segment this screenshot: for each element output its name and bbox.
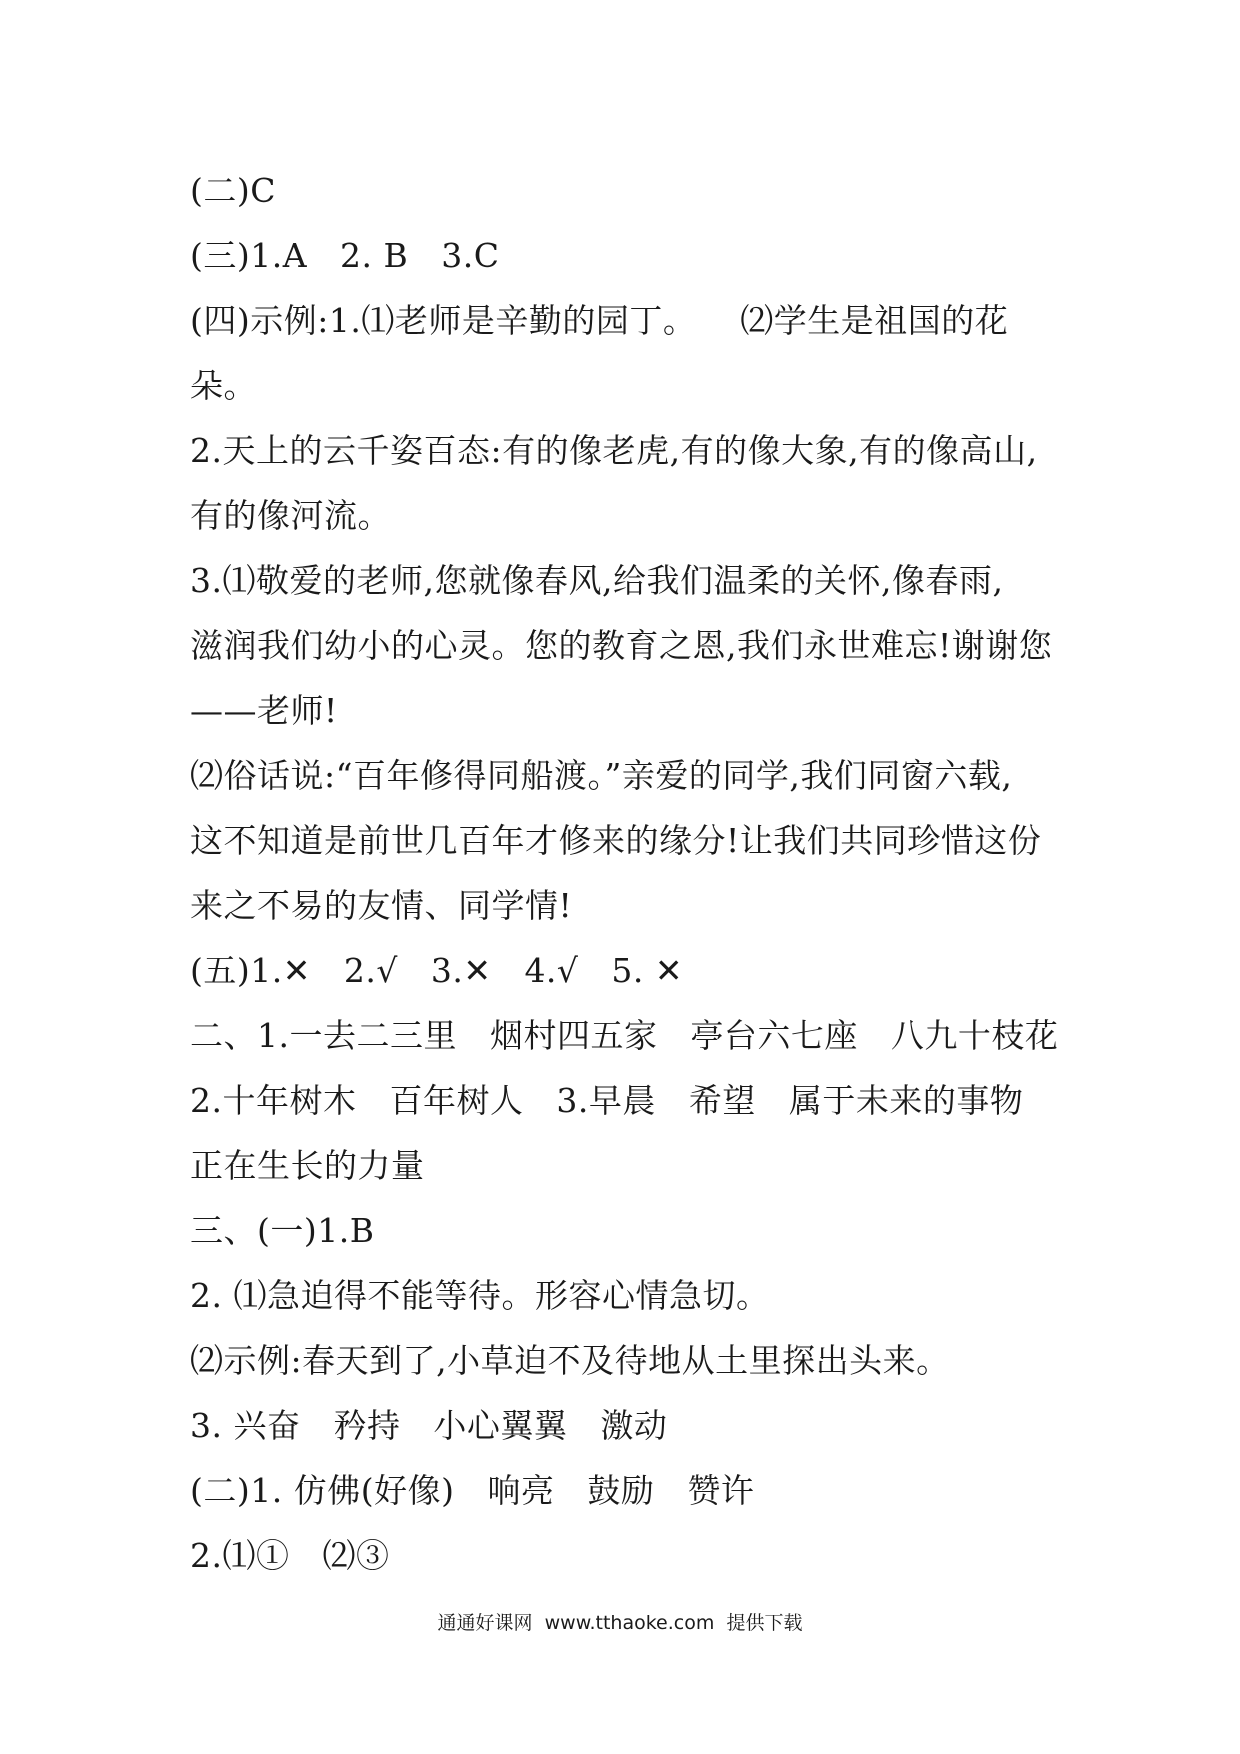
text-line: 2.天上的云千姿百态:有的像老虎,有的像大象,有的像高山, bbox=[190, 431, 1038, 470]
text-line: (二)1. 仿佛(好像) 响亮 鼓励 赞许 bbox=[190, 1471, 755, 1510]
page-footer: 通通好课网 www.tthaoke.com 提供下载 bbox=[437, 1612, 803, 1634]
text-line: (三)1.A 2. B 3.C bbox=[190, 236, 500, 275]
text-line: (四)示例:1.⑴老师是辛勤的园丁。 ⑵学生是祖国的花 bbox=[190, 301, 1009, 340]
text-line: 2. ⑴急迫得不能等待。形容心情急切。 bbox=[190, 1276, 770, 1315]
answer-text-block bbox=[190, 158, 1070, 1588]
text-line: 这不知道是前世几百年才修来的缘分!让我们共同珍惜这份 bbox=[190, 821, 1042, 860]
text-line: 2.十年树木 百年树人 3.早晨 希望 属于未来的事物 bbox=[190, 1081, 1024, 1120]
text-line: 3. 兴奋 矜持 小心翼翼 激动 bbox=[190, 1406, 668, 1445]
text-line: (五)1.✕ 2.√ 3.✕ 4.√ 5. ✕ bbox=[190, 951, 684, 990]
text-line: 三、(一)1.B bbox=[190, 1211, 375, 1250]
text-line: 3.⑴敬爱的老师,您就像春风,给我们温柔的关怀,像春雨, bbox=[190, 561, 1004, 600]
text-line: 正在生长的力量 bbox=[190, 1146, 425, 1185]
text-line: ⑵俗话说:“百年修得同船渡。”亲爱的同学,我们同窗六载, bbox=[190, 756, 1013, 795]
text-line: 滋润我们幼小的心灵。您的教育之恩,我们永世难忘!谢谢您 bbox=[190, 626, 1053, 665]
text-line: 朵。 bbox=[190, 366, 257, 405]
text-line: ⑵示例:春天到了,小草迫不及待地从土里探出头来。 bbox=[190, 1341, 950, 1380]
text-line: 来之不易的友情、同学情! bbox=[190, 886, 573, 925]
text-line: (二)C bbox=[190, 171, 276, 210]
text-line: 有的像河流。 bbox=[190, 496, 391, 535]
text-line: 2.⑴① ⑵③ bbox=[190, 1536, 390, 1575]
text-line: 二、1.一去二三里 烟村四五家 亭台六七座 八九十枝花 bbox=[190, 1016, 1059, 1055]
text-line: ——老师! bbox=[190, 691, 338, 730]
